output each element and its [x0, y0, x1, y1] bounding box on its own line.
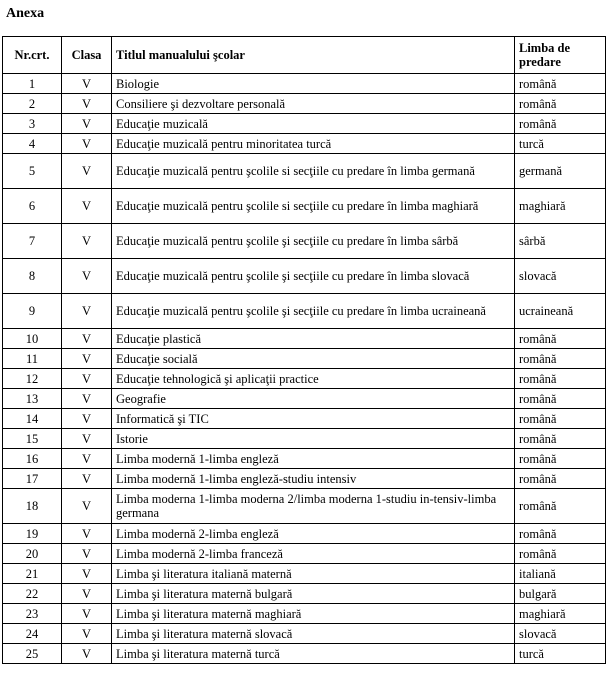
- cell-nr: 20: [3, 544, 62, 564]
- cell-nr: 19: [3, 524, 62, 544]
- table-row: [3, 94, 606, 114]
- cell-limba: română: [515, 114, 606, 134]
- cell-clasa: V: [62, 489, 112, 524]
- cell-clasa: V: [62, 409, 112, 429]
- cell-titlu: Educaţie muzicală: [112, 114, 515, 134]
- table-row: [3, 134, 606, 154]
- table-row: [3, 329, 606, 349]
- cell-limba: română: [515, 409, 606, 429]
- cell-clasa: V: [62, 349, 112, 369]
- table-row: [3, 369, 606, 389]
- table-row: [3, 114, 606, 134]
- cell-clasa: V: [62, 369, 112, 389]
- cell-limba: slovacă: [515, 259, 606, 294]
- cell-limba: română: [515, 369, 606, 389]
- cell-titlu: Educaţie muzicală pentru şcolile şi secţiile cu predare în limba ucraineană: [112, 294, 515, 329]
- cell-titlu: Limba şi literatura maternă bulgară: [112, 584, 515, 604]
- header-titlu: Titlul manualului şcolar: [112, 37, 515, 74]
- cell-clasa: V: [62, 329, 112, 349]
- table-row: [3, 469, 606, 489]
- cell-limba: română: [515, 429, 606, 449]
- cell-nr: 7: [3, 224, 62, 259]
- cell-clasa: V: [62, 189, 112, 224]
- table-row: [3, 564, 606, 584]
- table-row: [3, 349, 606, 369]
- cell-clasa: V: [62, 429, 112, 449]
- cell-clasa: V: [62, 564, 112, 584]
- cell-titlu: Limba modernă 2-limba engleză: [112, 524, 515, 544]
- cell-nr: 25: [3, 644, 62, 664]
- header-nr-crt: Nr.crt.: [3, 37, 62, 74]
- cell-titlu: Limba modernă 1-limba engleză-studiu intensiv: [112, 469, 515, 489]
- cell-limba: italiană: [515, 564, 606, 584]
- table-row: [3, 74, 606, 94]
- cell-limba: română: [515, 489, 606, 524]
- cell-clasa: V: [62, 584, 112, 604]
- cell-clasa: V: [62, 94, 112, 114]
- table-row: [3, 489, 606, 524]
- cell-clasa: V: [62, 604, 112, 624]
- cell-nr: 23: [3, 604, 62, 624]
- cell-nr: 16: [3, 449, 62, 469]
- cell-nr: 22: [3, 584, 62, 604]
- cell-limba: bulgară: [515, 584, 606, 604]
- table-row: [3, 644, 606, 664]
- cell-titlu: Educaţie plastică: [112, 329, 515, 349]
- table-row: [3, 524, 606, 544]
- cell-nr: 24: [3, 624, 62, 644]
- cell-clasa: V: [62, 624, 112, 644]
- cell-titlu: Informatică şi TIC: [112, 409, 515, 429]
- cell-nr: 8: [3, 259, 62, 294]
- table-row: [3, 584, 606, 604]
- cell-limba: maghiară: [515, 189, 606, 224]
- page-title: Anexa: [6, 6, 45, 21]
- cell-titlu: Consiliere şi dezvoltare personală: [112, 94, 515, 114]
- cell-titlu: Limba moderna 1-limba moderna 2/limba moderna 1-studiu in-tensiv-limba germana: [112, 489, 515, 524]
- cell-nr: 13: [3, 389, 62, 409]
- cell-titlu: Educaţie muzicală pentru şcolile şi secţiile cu predare în limba sârbă: [112, 224, 515, 259]
- table-row: [3, 624, 606, 644]
- cell-clasa: V: [62, 114, 112, 134]
- table-row: [3, 154, 606, 189]
- cell-clasa: V: [62, 74, 112, 94]
- cell-limba: română: [515, 544, 606, 564]
- cell-clasa: V: [62, 259, 112, 294]
- table-row: [3, 224, 606, 259]
- cell-clasa: V: [62, 469, 112, 489]
- cell-clasa: V: [62, 449, 112, 469]
- cell-limba: română: [515, 329, 606, 349]
- cell-titlu: Educaţie socială: [112, 349, 515, 369]
- cell-nr: 18: [3, 489, 62, 524]
- cell-nr: 6: [3, 189, 62, 224]
- cell-nr: 3: [3, 114, 62, 134]
- cell-clasa: V: [62, 644, 112, 664]
- cell-nr: 5: [3, 154, 62, 189]
- cell-titlu: Limba şi literatura italiană maternă: [112, 564, 515, 584]
- cell-titlu: Limba modernă 2-limba franceză: [112, 544, 515, 564]
- table-row: [3, 294, 606, 329]
- cell-clasa: V: [62, 134, 112, 154]
- table-row: [3, 389, 606, 409]
- cell-titlu: Limba şi literatura maternă slovacă: [112, 624, 515, 644]
- cell-limba: turcă: [515, 644, 606, 664]
- cell-clasa: V: [62, 524, 112, 544]
- cell-titlu: Educaţie muzicală pentru şcolile si secţiile cu predare în limba maghiară: [112, 189, 515, 224]
- table-row: [3, 409, 606, 429]
- cell-nr: 9: [3, 294, 62, 329]
- cell-limba: ucraineană: [515, 294, 606, 329]
- table-row: [3, 604, 606, 624]
- cell-nr: 17: [3, 469, 62, 489]
- cell-limba: slovacă: [515, 624, 606, 644]
- cell-titlu: Limba modernă 1-limba engleză: [112, 449, 515, 469]
- cell-titlu: Educaţie muzicală pentru minoritatea turcă: [112, 134, 515, 154]
- cell-nr: 12: [3, 369, 62, 389]
- cell-titlu: Biologie: [112, 74, 515, 94]
- header-limba: Limba de predare: [515, 37, 606, 74]
- cell-titlu: Istorie: [112, 429, 515, 449]
- cell-limba: română: [515, 349, 606, 369]
- cell-titlu: Geografie: [112, 389, 515, 409]
- cell-clasa: V: [62, 154, 112, 189]
- cell-titlu: Educaţie muzicală pentru şcolile şi secţiile cu predare în limba slovacă: [112, 259, 515, 294]
- table-row: [3, 429, 606, 449]
- cell-titlu: Limba şi literatura maternă maghiară: [112, 604, 515, 624]
- table-header-row: [3, 37, 606, 74]
- table-row: [3, 189, 606, 224]
- cell-nr: 4: [3, 134, 62, 154]
- cell-limba: română: [515, 74, 606, 94]
- table-row: [3, 259, 606, 294]
- header-clasa: Clasa: [62, 37, 112, 74]
- cell-nr: 10: [3, 329, 62, 349]
- cell-nr: 21: [3, 564, 62, 584]
- cell-limba: sârbă: [515, 224, 606, 259]
- table-row: [3, 449, 606, 469]
- cell-limba: română: [515, 449, 606, 469]
- cell-limba: română: [515, 524, 606, 544]
- cell-nr: 14: [3, 409, 62, 429]
- cell-limba: română: [515, 94, 606, 114]
- table-row: [3, 544, 606, 564]
- cell-titlu: Educaţie tehnologică şi aplicaţii practice: [112, 369, 515, 389]
- cell-nr: 11: [3, 349, 62, 369]
- cell-limba: maghiară: [515, 604, 606, 624]
- cell-limba: română: [515, 469, 606, 489]
- cell-nr: 15: [3, 429, 62, 449]
- cell-limba: română: [515, 389, 606, 409]
- cell-titlu: Limba şi literatura maternă turcă: [112, 644, 515, 664]
- table-body: [3, 74, 606, 664]
- cell-limba: germană: [515, 154, 606, 189]
- cell-clasa: V: [62, 294, 112, 329]
- cell-nr: 2: [3, 94, 62, 114]
- cell-nr: 1: [3, 74, 62, 94]
- cell-clasa: V: [62, 224, 112, 259]
- cell-limba: turcă: [515, 134, 606, 154]
- textbook-table: [2, 36, 606, 664]
- cell-clasa: V: [62, 389, 112, 409]
- cell-titlu: Educaţie muzicală pentru şcolile si secţiile cu predare în limba germană: [112, 154, 515, 189]
- cell-clasa: V: [62, 544, 112, 564]
